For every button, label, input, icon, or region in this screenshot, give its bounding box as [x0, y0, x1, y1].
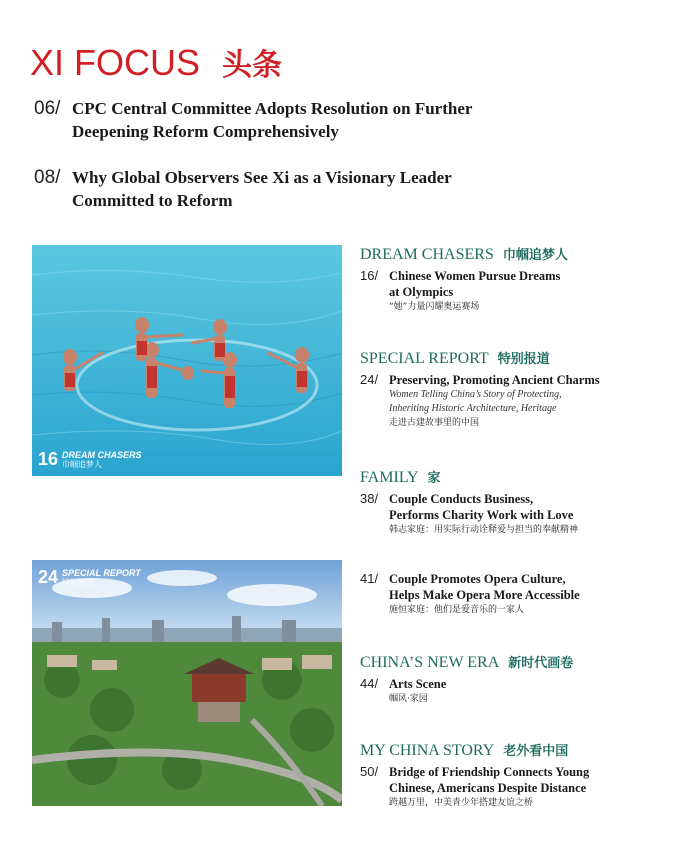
entry-subtitle-line: Inheriting Historic Architecture, Heritage — [389, 403, 557, 414]
section-family — [360, 467, 660, 617]
badge-title-cn: 巾帼追梦人 — [62, 460, 103, 469]
page-number: 41/ — [360, 571, 379, 586]
xi-focus-item[interactable] — [34, 97, 472, 143]
entry-title-cn: 帼风·家园 — [389, 694, 428, 704]
article-title-line: CPC Central Committee Adopts Resolution on Further — [72, 99, 473, 118]
section-title-cn: 巾帼追梦人 — [502, 248, 568, 263]
section-title-cn: 老外看中国 — [503, 744, 569, 759]
entry-title-line: Preserving, Promoting Ancient Charms — [389, 373, 600, 387]
page-number: 50/ — [360, 764, 379, 779]
section-my-china-story — [360, 740, 660, 810]
photo-badge — [38, 568, 141, 588]
section-chinas-new-era — [360, 652, 660, 706]
section-title-en: DREAM CHASERS — [360, 246, 494, 263]
photo-badge — [38, 450, 142, 470]
entry-title-line: Couple Promotes Opera Culture, — [389, 572, 566, 586]
synchronized-swimming-photo — [32, 245, 342, 476]
article-title-line: Committed to Reform — [72, 191, 233, 210]
badge-title-en: SPECIAL REPORT — [62, 568, 141, 578]
xi-focus-heading — [30, 40, 282, 88]
page-number: 08/ — [34, 167, 61, 188]
toc-entry[interactable] — [360, 764, 660, 810]
toc-entry[interactable] — [360, 491, 660, 537]
page-number: 06/ — [34, 98, 61, 119]
entry-title-cn: 走进古建故事里的中国 — [389, 418, 480, 428]
section-title-cn: 家 — [427, 471, 441, 486]
entry-title-cn: 跨越万里，中美青少年搭建友谊之桥 — [389, 798, 534, 808]
toc-entry[interactable] — [360, 268, 660, 314]
section-title-cn: 特别报道 — [497, 352, 550, 367]
entry-title-line: Chinese, Americans Despite Distance — [389, 781, 587, 795]
toc-entry[interactable] — [360, 676, 660, 706]
entry-title-line: at Olympics — [389, 285, 454, 299]
toc-entry[interactable] — [360, 372, 660, 430]
entry-title-cn: 施恒家庭：他们是爱音乐的一家人 — [389, 605, 525, 615]
badge-page-number: 16 — [38, 449, 59, 469]
city-aerial-photo — [32, 560, 342, 806]
toc-entry[interactable] — [360, 571, 660, 617]
entry-title-line: Arts Scene — [389, 677, 447, 691]
section-dream-chasers — [360, 244, 660, 314]
entry-title-line: Chinese Women Pursue Dreams — [389, 269, 561, 283]
page-number: 44/ — [360, 676, 379, 691]
entry-title-line: Couple Conducts Business, — [389, 492, 534, 506]
entry-title-cn: 韩志家庭：用实际行动诠释爱与担当的奉献精神 — [389, 525, 579, 535]
entry-title-line: Performs Charity Work with Love — [389, 508, 574, 522]
xi-focus-item[interactable] — [34, 166, 452, 212]
xi-focus-title-cn: 头条 — [222, 48, 283, 83]
section-title-en: CHINA’S NEW ERA — [360, 654, 500, 671]
section-title-en: SPECIAL REPORT — [360, 350, 489, 367]
page-number: 16/ — [360, 268, 379, 283]
page-number: 38/ — [360, 491, 379, 506]
article-title-line: Deepening Reform Comprehensively — [72, 122, 339, 141]
section-title-en: FAMILY — [360, 469, 419, 486]
xi-focus-title-en: XI FOCUS — [30, 42, 201, 83]
entry-title-line: Bridge of Friendship Connects Young — [389, 765, 590, 779]
page-number: 24/ — [360, 372, 379, 387]
section-title-cn: 新时代画卷 — [508, 656, 574, 671]
entry-title-cn: “她”力量闪耀奥运赛场 — [389, 302, 480, 312]
entry-subtitle-line: Women Telling China’s Story of Protecting, — [389, 389, 562, 400]
badge-title-en: DREAM CHASERS — [62, 450, 142, 460]
section-title-en: MY CHINA STORY — [360, 742, 495, 759]
entry-title-line: Helps Make Opera More Accessible — [389, 588, 580, 602]
article-title-line: Why Global Observers See Xi as a Visionary Leader — [72, 168, 452, 187]
section-special-report — [360, 348, 660, 430]
badge-page-number: 24 — [38, 567, 59, 587]
badge-title-cn: 特别报道 — [62, 578, 95, 587]
